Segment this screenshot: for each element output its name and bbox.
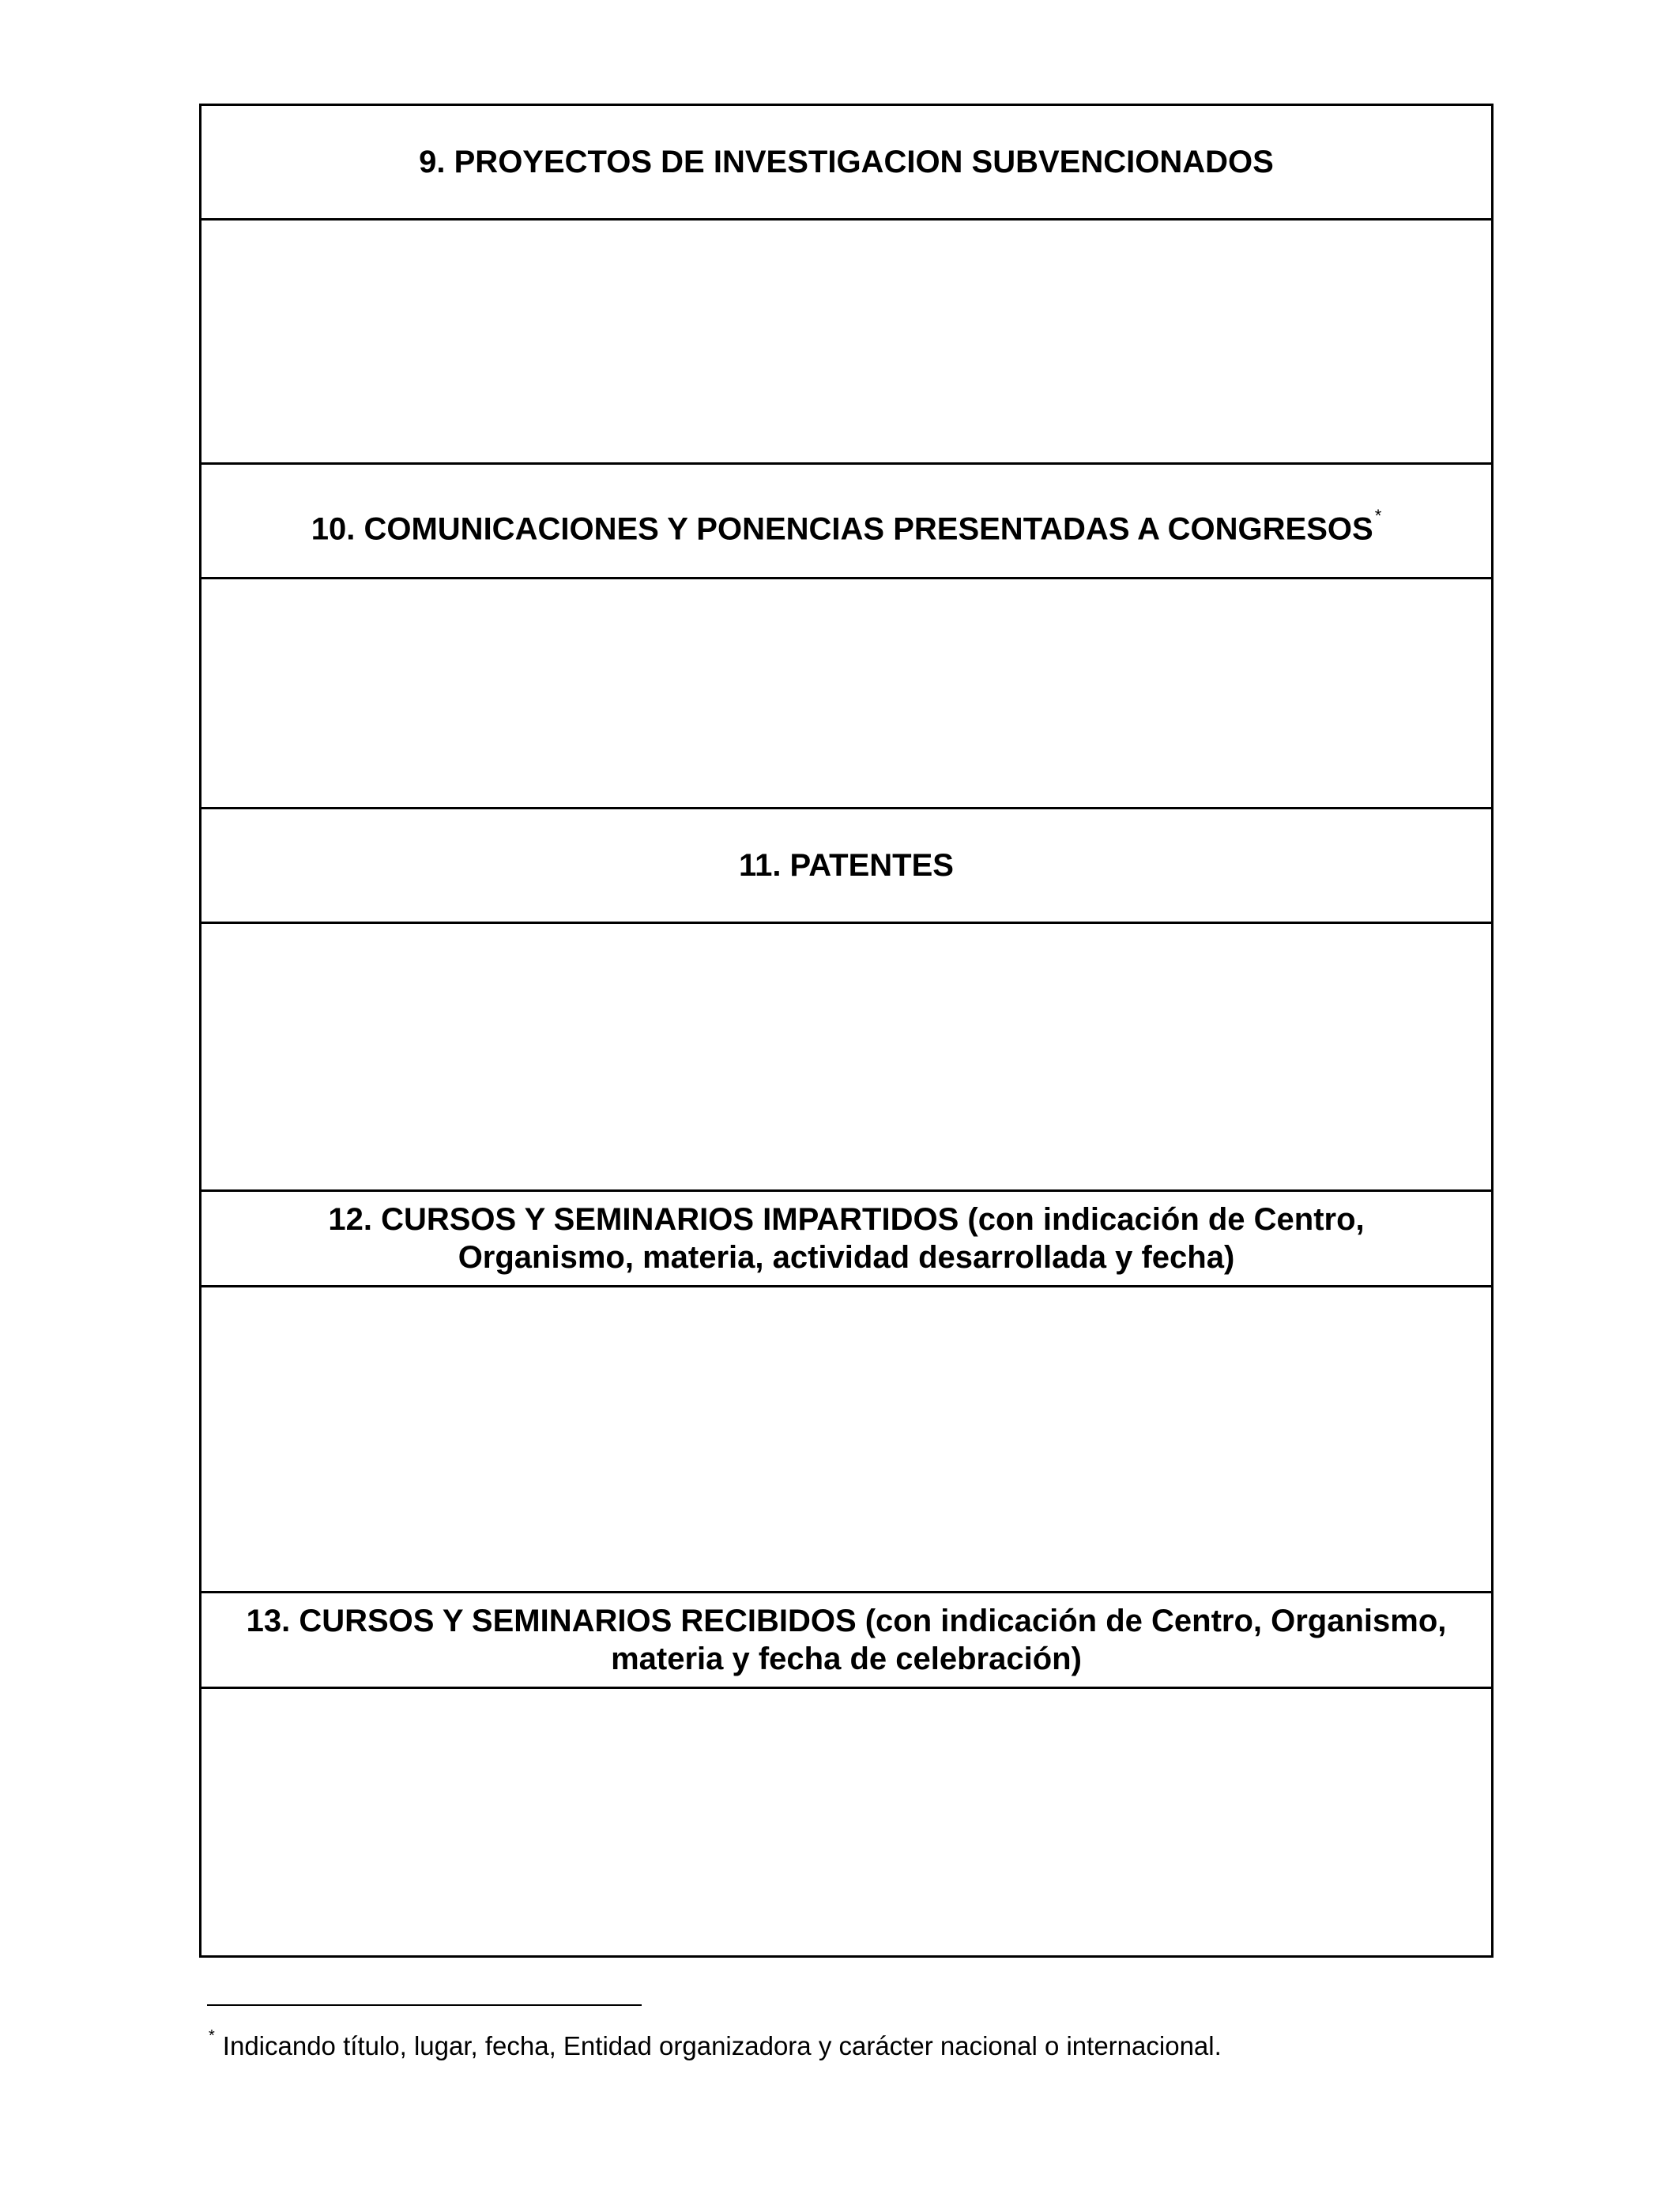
section-10-header (202, 465, 1491, 579)
section-12-title-line-1: 12. CURSOS Y SEMINARIOS IMPARTIDOS (con indicación de Centro, (328, 1202, 1365, 1237)
footnote-text: Indicando título, lugar, fecha, Entidad organizadora y carácter nacional o internacional. (222, 2031, 1222, 2060)
section-9-content-area[interactable] (202, 221, 1491, 465)
footnote-mark: * (209, 2027, 215, 2045)
section-13-title-line-1: 13. CURSOS Y SEMINARIOS RECIBIDOS (con indicación de Centro, Organismo, (246, 1604, 1447, 1638)
section-12-title-line-2: Organismo, materia, actividad desarrollada y fecha) (458, 1240, 1235, 1275)
section-10-content-area[interactable] (202, 579, 1491, 809)
section-13-header (202, 1593, 1491, 1689)
section-11-content-area[interactable] (202, 924, 1491, 1192)
cv-form-table (199, 104, 1494, 1958)
section-12-content-area[interactable] (202, 1287, 1491, 1593)
section-13-title-line-2: materia y fecha de celebración) (611, 1642, 1082, 1676)
section-9-header (202, 106, 1491, 221)
section-9-title: 9. PROYECTOS DE INVESTIGACION SUBVENCIONADOS (419, 145, 1274, 179)
section-11-header (202, 809, 1491, 924)
section-10-title: 10. COMUNICACIONES Y PONENCIAS PRESENTADAS A CONGRESOS* (311, 505, 1382, 547)
footnote-reference-mark: * (1374, 505, 1382, 526)
section-13-content-area[interactable] (202, 1689, 1491, 1955)
section-11-title: 11. PATENTES (739, 848, 954, 883)
footnote-separator (207, 2004, 642, 2006)
footnote (209, 2025, 1222, 2062)
section-12-header (202, 1192, 1491, 1287)
